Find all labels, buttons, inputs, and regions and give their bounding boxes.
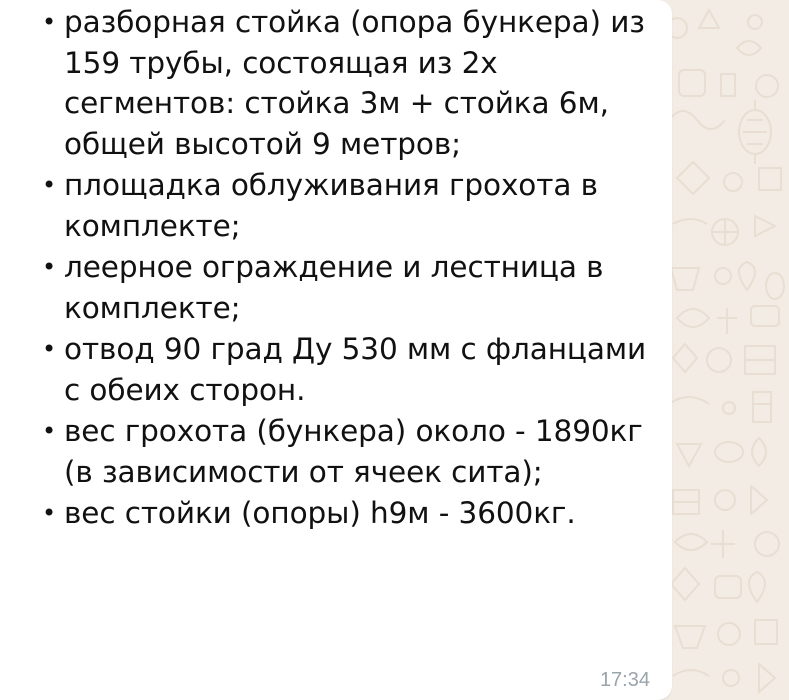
message-timestamp: 17:34 (599, 669, 650, 691)
list-item: • леерное ограждение и лестница в комплекте; (18, 247, 654, 328)
message-meta (600, 668, 650, 692)
list-item: • разборная стойка (опора бункера) из 159 трубы, состоящая из 2х сегментов: стойка 3м + стойка 6м, общей высотой 9 метров; (18, 2, 654, 164)
bullet-list (18, 2, 654, 534)
list-item: • отвод 90 град Ду 530 мм с фланцами с обеих сторон. (18, 329, 654, 410)
list-item: • вес грохота (бункера) около - 1890кг (в зависимости от ячеек сита); (18, 411, 654, 492)
list-item: • вес стойки (опоры) h9м - 3600кг. (18, 493, 654, 534)
list-item: • площадка облуживания грохота в комплекте; (18, 165, 654, 246)
